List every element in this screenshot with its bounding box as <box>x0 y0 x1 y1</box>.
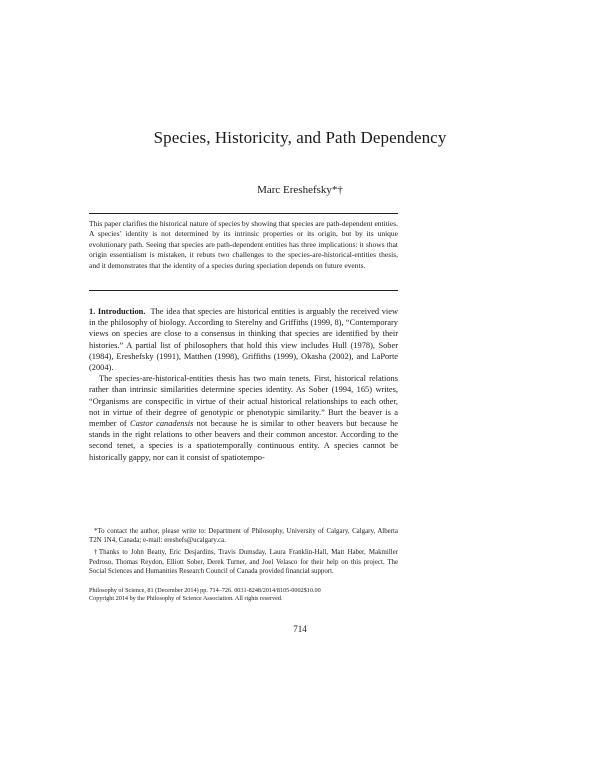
introduction-paragraph-2 <box>89 373 398 463</box>
abstract: This paper clarifies the historical nature of species by showing that species are path-dependent entities. A species’ identity is not determined by its intrinsic properties or its origin, but by its unique evolutionary path. Seeing that species are path-dependent entities has three implications: it shows that origin essentialism is mistaken, it rebuts two challenges to the species-are-historical-entities thesis, and it demonstrates that the identity of a species during speciation depends on future events. <box>89 219 398 270</box>
page-number: 714 <box>293 624 307 634</box>
introduction-paragraph-1 <box>89 306 398 373</box>
paper-title: Species, Historicity, and Path Dependency <box>153 128 447 147</box>
author-name: Marc Ereshefsky*† <box>257 184 343 196</box>
species-name-italic: Castor canadensis <box>130 419 194 429</box>
footnote-thanks: †Thanks to John Beatty, Eric Desjardins, Travis Dumsday, Laura Franklin-Hall, Matt Haber, Makmiller Pedroso, Thomas Reydon, Elliott Sober, Derek Turner, and Joel Velasco for their help on this project. The Social Sciences and Humanities Research Council of Canada provided financial support. <box>89 549 398 575</box>
copyright-line: Copyright 2014 by the Philosophy of Science Association. All rights reserved. <box>89 595 283 603</box>
abstract-top-rule <box>89 213 398 214</box>
paragraph-1-text: The idea that species are historical entities is arguably the received view in the philosophy of biology. According to Sterelny and Griffiths (1999, 8), “Contemporary views on species are close to a consensus in thinking that species are identified by their histories.” A partial list of philosophers that hold this view includes Hull (1978), Sober (1984), Ereshefsky (1991), Matthen (1998), Griffiths (1999), Okasha (2002), and LaPorte (2004). <box>89 307 398 373</box>
paragraph-2-text-b: not because he is similar to other beavers but because he stands in the right relations to other beavers and their common ancestor. According to the second tenet, a species is a spatiotemporally continuous entity. A species cannot be historically gappy, nor can it consist of spatiotempo- <box>89 419 398 462</box>
body-text <box>89 306 398 463</box>
abstract-bottom-rule <box>89 290 398 291</box>
footnote-contact: *To contact the author, please write to: Department of Philosophy, University of Calgary, Calgary, Alberta T2N 1N4, Canada; e-mail: ereshefs@ucalgary.ca. <box>89 528 398 545</box>
section-heading: 1. Introduction. <box>89 307 146 316</box>
citation-line: Philosophy of Science, 81 (December 2014) pp. 714–726. 0031-8248/2014/8105-0002$10.00 <box>89 587 321 594</box>
paragraph-2-text-a: The species-are-historical-entities thesis has two main tenets. First, historical relations rather than intrinsic similarities determine species identity. As Sober (1994, 165) writes, “Organisms are conspecific in virtue of their actual historical relationships to each other, not in virtue of their degree of genotypic or phenotypic similarity.” Burt the beaver is a member of <box>89 374 398 429</box>
footnotes <box>89 527 398 579</box>
publication-info <box>89 587 398 604</box>
